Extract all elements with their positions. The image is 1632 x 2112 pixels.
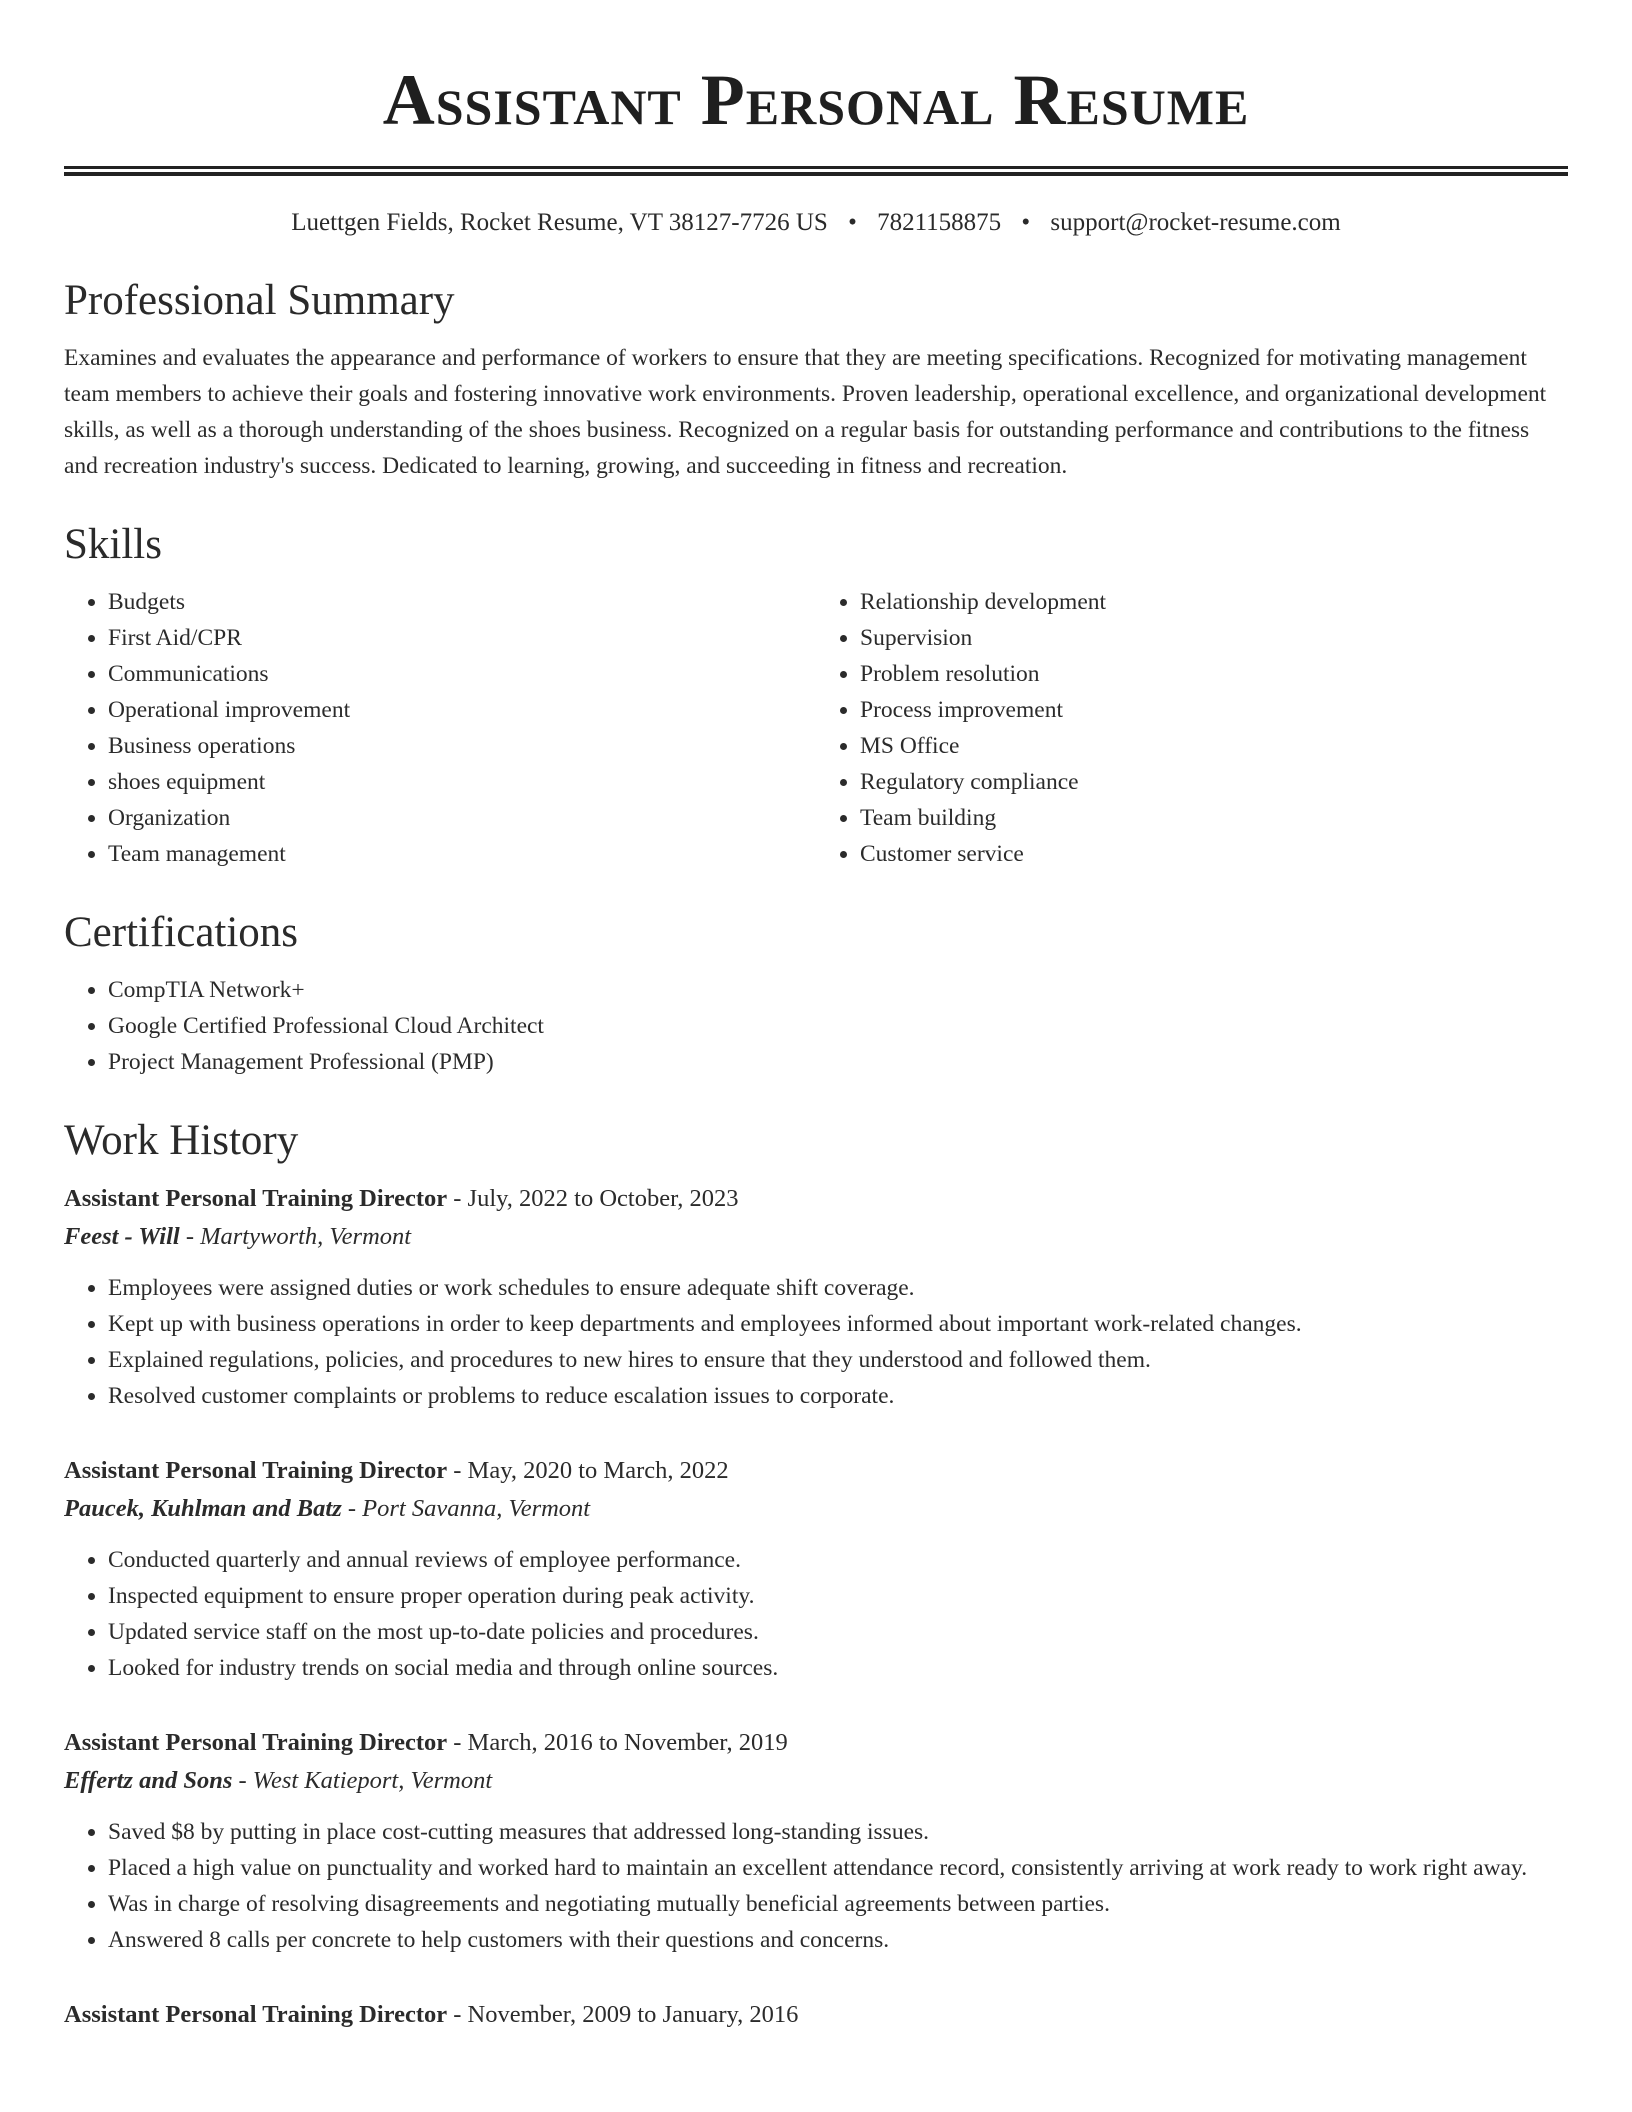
job-dates: - November, 2009 to January, 2016 [447, 2001, 799, 2028]
contact-separator: • [1021, 209, 1031, 236]
job-dates: - May, 2020 to March, 2022 [447, 1457, 729, 1484]
skill-item: • Regulatory compliance [860, 764, 1568, 800]
job-duty: • Placed a high value on punctuality and worked hard to maintain an excellent attendance record, consistently arriving at work ready to work right away. [108, 1850, 1568, 1886]
job-dates: - March, 2016 to November, 2019 [447, 1729, 788, 1756]
resume-title: Assistant Personal Resume [382, 60, 1250, 140]
skill-item: • Organization [108, 800, 816, 836]
certification-item: • Project Management Professional (PMP) [108, 1044, 1568, 1080]
job-duty: • Explained regulations, policies, and procedures to new hires to ensure that they understood and followed them. [108, 1342, 1568, 1378]
job-header [64, 1724, 1568, 1762]
contact-phone: 7821158875 [877, 209, 1002, 236]
skill-item: • Communications [108, 656, 816, 692]
skill-item: • First Aid/CPR [108, 620, 816, 656]
contact-separator: • [848, 209, 857, 236]
job-location: - Port Savanna, Vermont [341, 1495, 591, 1522]
job-header [64, 1452, 1568, 1490]
job-duties-list [64, 1270, 1568, 1414]
certifications-heading: Certifications [64, 909, 299, 956]
summary-heading: Professional Summary [64, 277, 455, 324]
skill-item: • shoes equipment [108, 764, 816, 800]
job-duty: • Was in charge of resolving disagreements and negotiating mutually beneficial agreements between parties. [108, 1886, 1568, 1922]
job-duty: • Updated service staff on the most up-to-date policies and procedures. [108, 1614, 1568, 1650]
job-title: Assistant Personal Training Director [64, 1185, 448, 1212]
job-location: - Martyworth, Vermont [179, 1223, 412, 1250]
job-entry [64, 1180, 1568, 1414]
skill-item: • Budgets [108, 584, 816, 620]
skills-list-left [64, 584, 816, 872]
skills-grid [64, 584, 1568, 872]
job-entry [64, 1996, 1568, 2034]
job-duty: • Employees were assigned duties or work schedules to ensure adequate shift coverage. [108, 1270, 1568, 1306]
skill-item: • Team building [860, 800, 1568, 836]
skill-item: • Supervision [860, 620, 1568, 656]
job-employer [64, 1490, 1568, 1528]
certification-item: • CompTIA Network+ [108, 972, 1568, 1008]
job-duties-list [64, 1542, 1568, 1686]
skill-item: • Operational improvement [108, 692, 816, 728]
certifications-list [64, 972, 1568, 1080]
job-duty: • Answered 8 calls per concrete to help customers with their questions and concerns. [108, 1922, 1568, 1958]
skill-item: • MS Office [860, 728, 1568, 764]
job-company: Feest - Will [64, 1223, 180, 1250]
skill-item: • Process improvement [860, 692, 1568, 728]
job-entry [64, 1724, 1568, 1958]
skills-heading: Skills [64, 521, 162, 568]
job-header [64, 1180, 1568, 1218]
skill-item: • Team management [108, 836, 816, 872]
certification-item: • Google Certified Professional Cloud Architect [108, 1008, 1568, 1044]
job-title: Assistant Personal Training Director [64, 2001, 448, 2028]
job-duty: • Looked for industry trends on social media and through online sources. [108, 1650, 1568, 1686]
contact-line [64, 206, 1568, 240]
job-company: Paucek, Kuhlman and Batz [64, 1495, 342, 1522]
job-entry [64, 1452, 1568, 1686]
job-employer [64, 1218, 1568, 1256]
job-duty: • Resolved customer complaints or problems to reduce escalation issues to corporate. [108, 1378, 1568, 1414]
job-dates: - July, 2022 to October, 2023 [447, 1185, 739, 1212]
work-history-heading: Work History [64, 1117, 299, 1164]
job-duty: • Conducted quarterly and annual reviews of employee performance. [108, 1542, 1568, 1578]
skills-column-right [816, 584, 1568, 872]
job-duty: • Saved $8 by putting in place cost-cutting measures that addressed long-standing issues. [108, 1814, 1568, 1850]
job-title: Assistant Personal Training Director [64, 1457, 448, 1484]
skills-column-left [64, 584, 816, 872]
skill-item: • Customer service [860, 836, 1568, 872]
contact-address: Luettgen Fields, Rocket Resume, VT 38127-7726 US [291, 209, 828, 236]
job-company: Effertz and Sons [64, 1767, 233, 1794]
job-header [64, 1996, 1568, 2034]
skill-item: • Relationship development [860, 584, 1568, 620]
job-title: Assistant Personal Training Director [64, 1729, 448, 1756]
skills-list-right [816, 584, 1568, 872]
job-duty: • Kept up with business operations in order to keep departments and employees informed about important work-related changes. [108, 1306, 1568, 1342]
summary-text: Examines and evaluates the appearance and performance of workers to ensure that they are meeting specifications. Recognized for motivating management team members to achieve their goals and fostering innovative work environments. Proven leadership, operational excellence, and organizational development skills, as well as a thorough understanding of the shoes business. Recognized on a regular basis for outstanding performance and contributions to the fitness and recreation industry's success. Dedicated to learning, growing, and succeeding in fitness and recreation. [64, 345, 1547, 479]
job-location: - West Katieport, Vermont [232, 1767, 493, 1794]
job-employer [64, 1762, 1568, 1800]
job-duty: • Inspected equipment to ensure proper operation during peak activity. [108, 1578, 1568, 1614]
job-duties-list [64, 1814, 1568, 1958]
contact-email: support@rocket-resume.com [1050, 209, 1341, 236]
skill-item: • Problem resolution [860, 656, 1568, 692]
skill-item: • Business operations [108, 728, 816, 764]
title-divider [64, 166, 1568, 176]
